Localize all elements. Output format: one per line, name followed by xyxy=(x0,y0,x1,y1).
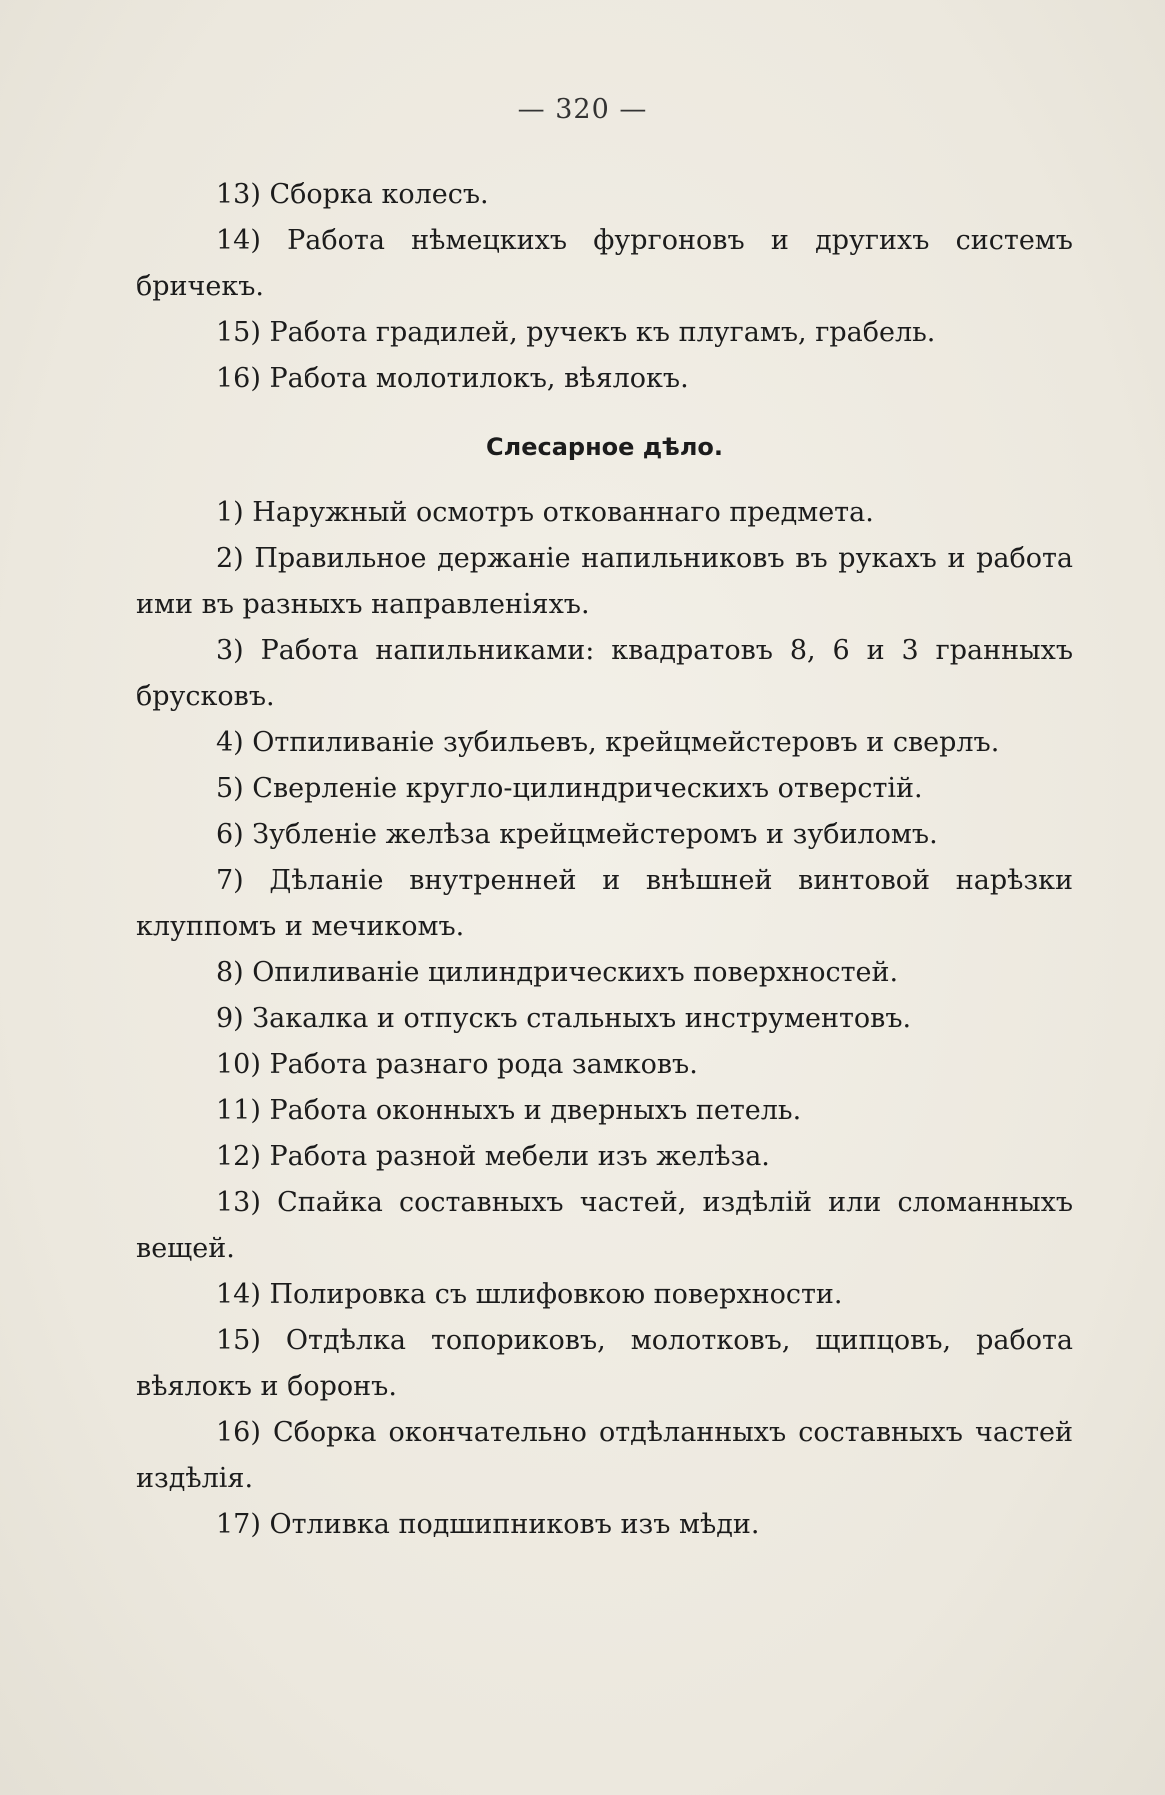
list-item: 13) Спайка составныхъ частей, издѣлій или сломанныхъ вещей. xyxy=(136,1187,1073,1264)
list-item: 13) Сборка колесъ. xyxy=(216,179,489,210)
list-item: 12) Работа разной мебели изъ желѣза. xyxy=(216,1141,770,1172)
list-item: 4) Отпиливаніе зубильевъ, крейцмейстеровъ и сверлъ. xyxy=(216,727,1000,758)
list-item: 5) Сверленіе кругло-цилиндрическихъ отверстій. xyxy=(216,773,923,804)
list-item: 14) Полировка съ шлифовкою поверхности. xyxy=(216,1279,843,1310)
list-item: 10) Работа разнаго рода замковъ. xyxy=(216,1049,698,1080)
page-number: — 320 — xyxy=(517,94,648,125)
list-item: 1) Наружный осмотръ откованнаго предмета. xyxy=(216,497,874,528)
list-item: 6) Зубленіе желѣза крейцмейстеромъ и зубиломъ. xyxy=(216,819,938,850)
list-item: 2) Правильное держаніе напильниковъ въ рукахъ и работа ими въ разныхъ направленіяхъ. xyxy=(136,543,1073,620)
section-heading: Слесарное дѣло. xyxy=(486,433,723,461)
list-item: 16) Сборка окончательно отдѣланныхъ составныхъ частей издѣлія. xyxy=(136,1417,1073,1494)
list-item: 11) Работа оконныхъ и дверныхъ петель. xyxy=(216,1095,802,1126)
list-item: 3) Работа напильниками: квадратовъ 8, 6 и 3 гранныхъ брусковъ. xyxy=(136,635,1073,712)
list-item: 9) Закалка и отпускъ стальныхъ инструментовъ. xyxy=(216,1003,912,1034)
list-item: 17) Отливка подшипниковъ изъ мѣди. xyxy=(216,1509,760,1540)
list-item: 7) Дѣланіе внутренней и внѣшней винтовой нарѣзки клуппомъ и мечикомъ. xyxy=(136,865,1073,942)
list-item: 15) Работа градилей, ручекъ къ плугамъ, грабель. xyxy=(216,317,936,348)
list-item: 15) Отдѣлка топориковъ, молотковъ, щипцовъ, работа вѣялокъ и боронъ. xyxy=(136,1325,1073,1402)
list-item: 16) Работа молотилокъ, вѣялокъ. xyxy=(216,363,689,394)
page-body xyxy=(136,172,1073,1548)
list-item: 14) Работа нѣмецкихъ фургоновъ и другихъ системъ бричекъ. xyxy=(136,225,1073,302)
list-item: 8) Опиливаніе цилиндрическихъ поверхностей. xyxy=(216,957,899,988)
